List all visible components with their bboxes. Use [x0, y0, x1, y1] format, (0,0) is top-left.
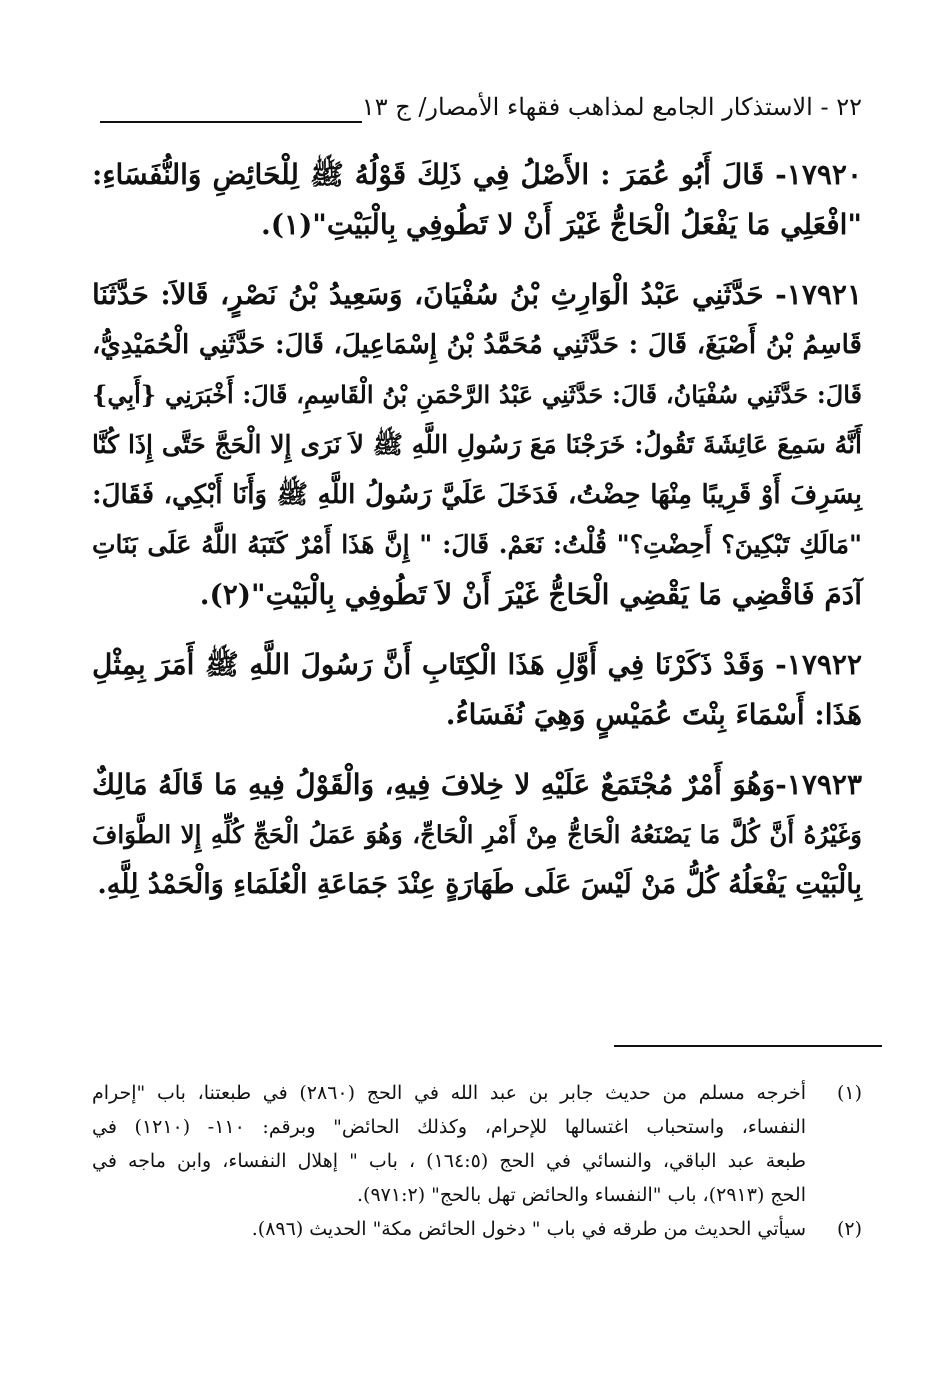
text-line: قَاسِمُ بْنُ أَصْبَغَ، قَالَ : حَدَّثَنِي مُحَمَّدُ بْنُ إِسْمَاعِيلَ، قَالَ: حَدَّثَنِي الْحُمَيْدِيُّ، — [92, 330, 862, 360]
main-text — [92, 150, 862, 910]
text-line: هَذَا: أَسْمَاءَ بِنْتَ عُمَيْسٍ وَهِيَ نُفَسَاءُ. — [445, 698, 862, 731]
text-line: "مَالَكِ تَبْكِينَ؟ أَحِضْتِ؟" قُلْتُ: نَعَمْ. قَالَ: " إِنَّ هَذَا أَمْرٌ كَتَبَهُ اللَّهُ عَلَى بَنَاتِ — [92, 530, 862, 559]
text-line: ١٧٩٢٢- وَقَدْ ذَكَرْنَا فِي أَوَّلِ هَذَا الْكِتَابِ أَنَّ رَسُولَ اللَّهِ ﷺ أَمَرَ بِمِثْلِ — [92, 648, 862, 681]
paragraph-17920 — [92, 150, 862, 250]
footnote-text — [92, 1076, 806, 1212]
footnote-text — [92, 1212, 806, 1246]
footnote-line: سيأتي الحديث من طرقه في باب " دخول الحائض مكة" الحديث (٨٩٦). — [251, 1218, 806, 1240]
paragraph-17922 — [92, 640, 862, 740]
footnote-line: طبعة عبد الباقي، والنسائي في الحج (١٦٤:٥) ، باب " إهلال النفساء، وابن ماجه في — [92, 1150, 806, 1172]
footnotes — [92, 1076, 862, 1246]
footnote-separator — [614, 1045, 882, 1047]
text-line: قَالَ: حَدَّثَنِي سُفْيَانُ، قَالَ: حَدَّثَنِي عَبْدُ الرَّحْمَنِ بْنُ الْقَاسِمِ، قَالَ: أَخْبَرَنِي {أَبِي} — [92, 380, 862, 409]
footnote-2 — [92, 1212, 862, 1246]
text-line: ١٧٩٢٠- قَالَ أَبُو عُمَرَ : الأَصْلُ فِي ذَلِكَ قَوْلُهُ ﷺ لِلْحَائِضِ وَالنُّفَسَاءِ: — [92, 158, 862, 191]
footnote-number: (٢) — [836, 1218, 862, 1240]
text-line: ١٧٩٢٣-وَهُوَ أَمْرٌ مُجْتَمَعٌ عَلَيْهِ لا خِلافَ فِيهِ، وَالْقَوْلُ فِيهِ مَا قَالَهُ مَالِكٌ — [92, 768, 862, 801]
footnote-1 — [92, 1076, 862, 1212]
running-header: ٢٢ - الاستذكار الجامع لمذاهب فقهاء الأمصار/ ج ١٣ — [361, 93, 862, 121]
text-line: ١٧٩٢١- حَدَّثَنِي عَبْدُ الْوَارِثِ بْنُ سُفْيَانَ، وَسَعِيدُ بْنُ نَصْرٍ، قَالاَ: حَدَّثَنَا — [92, 278, 862, 311]
text-line: وَغَيْرُهُ أَنَّ كُلَّ مَا يَصْنَعُهُ الْحَاجُّ مِنْ أَمْرِ الْحَاجِّ، وَهُوَ عَمَلُ الْحَجِّ كُلِّهِ إِلا الطَّوَافَ — [92, 820, 862, 849]
text-line: بِسَرِفَ أَوْ قَرِيبًا مِنْهَا حِضْتُ، فَدَخَلَ عَلَيَّ رَسُولُ اللَّهِ ﷺ وَأَنَا أَبْكِي، فَقَالَ: — [92, 480, 862, 510]
footnote-line: الحج (٢٩١٣)، باب "النفساء والحائض تهل بالحج" (٩٧١:٢). — [357, 1184, 806, 1206]
paragraph-17921 — [92, 270, 862, 620]
text-line: بِالْبَيْتِ يَفْعَلُهُ كُلُّ مَنْ لَيْسَ عَلَى طَهَارَةٍ عِنْدَ جَمَاعَةِ الْعُلَمَاءِ وَالْحَمْدُ لِلَّهِ. — [97, 869, 862, 900]
header-rule — [100, 121, 362, 123]
footnote-line: أخرجه مسلم من حديث جابر بن عبد الله في الحج (٢٨٦٠) في طبعتنا، باب "إحرام — [92, 1082, 806, 1104]
text-line: آدَمَ فَاقْضِي مَا يَقْضِي الْحَاجُّ غَيْرَ أَنْ لاَ تَطُوفِي بِالْبَيْتِ"(٢). — [199, 578, 862, 611]
footnote-number: (١) — [836, 1082, 862, 1104]
paragraph-17923 — [92, 760, 862, 910]
text-line: "افْعَلِي مَا يَفْعَلُ الْحَاجُّ غَيْرَ أَنْ لا تَطُوفِي بِالْبَيْتِ"(١). — [261, 208, 862, 241]
text-line: أَنَّهُ سَمِعَ عَائِشَةَ تَقُولُ: خَرَجْنَا مَعَ رَسُولِ اللَّهِ ﷺ لاَ نَرَى إِلا الْحَجَّ حَتَّى إِذَا كُنَّا — [92, 430, 862, 459]
footnote-line: النفساء، واستحباب اغتسالها للإحرام، وكذلك الحائض" وبرقم: ١١٠- (١٢١٠) في — [92, 1116, 807, 1138]
